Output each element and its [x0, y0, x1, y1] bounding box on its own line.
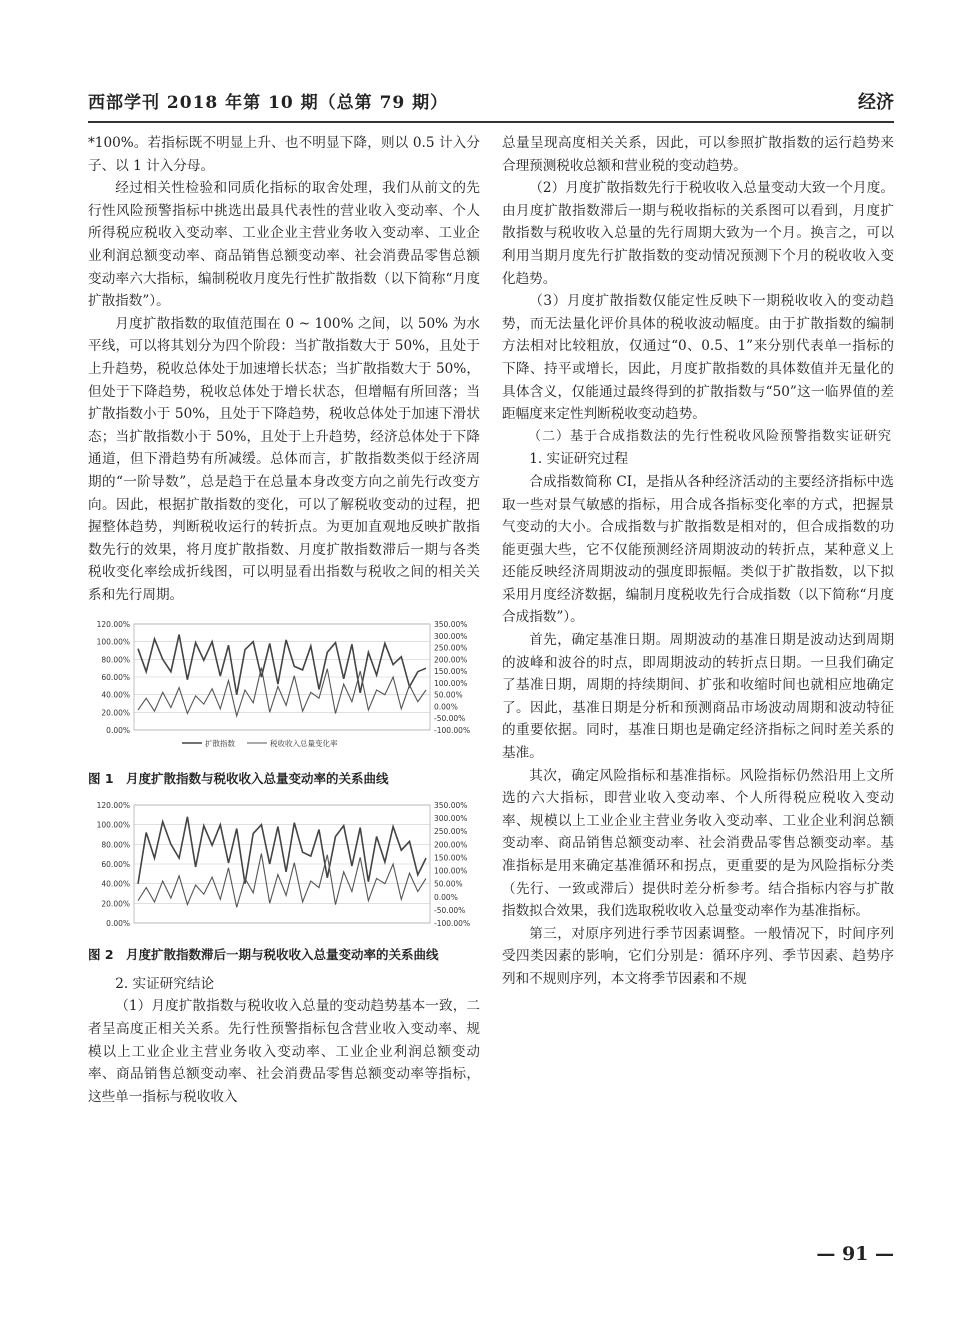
paragraph: （3）月度扩散指数仅能定性反映下一期税收收入的变动趋势，而无法量化评价具体的税收波动幅度。由于扩散指数的编制方法相对比较粗放，仅通过“0、0.5、1”来分别代表单一指标的下降、持平或增长，因此，月度扩散指数的具体数值并无量化的具体含义，仅能通过最终得到的扩散指数与“50”这一临界值的差距幅度来定性判断税收变动趋势。 [502, 293, 894, 423]
y-right-tick-label: 350.00% [434, 620, 468, 630]
y-left-tick-label: 100.00% [96, 638, 130, 648]
figure-1-chart [88, 616, 480, 756]
paragraph: （1）月度扩散指数与税收收入总量的变动趋势基本一致，二者呈高度正相关关系。先行性预警指标包含营业收入变动率、规模以上工业企业主营业务收入变动率、工业企业利润总额变动率、商品销售总额变动率、社会消费品零售总额变动率等指标，这些单一指标与税收收入 [88, 998, 480, 1105]
y-left-tick-label: 80.00% [101, 839, 130, 849]
y-left-tick-label: 120.00% [96, 800, 130, 810]
series-line-1 [138, 635, 426, 695]
y-right-tick-label: 0.00% [434, 892, 458, 902]
y-right-tick-label: 100.00% [434, 866, 468, 876]
subsection-heading: 2. 实证研究结论 [115, 975, 215, 992]
paragraph: 首先，确定基准日期。周期波动的基准日期是波动达到周期的波峰和波谷的时点，即周期波动的转折点日期。一旦我们确定了基准日期，周期的持续期间、扩张和收缩时间也就相应地确定了。因此，基准日期是分析和预测商品市场波动周期和波动特征的重要依据。同时，基准日期也是确定经济指标之间时差关系的基准。 [502, 632, 894, 762]
y-left-tick-label: 20.00% [101, 708, 130, 718]
paragraph: 其次，确定风险指标和基准指标。风险指标仍然沿用上文所选的六大指标，即营业收入变动率、个人所得税应税收入变动率、规模以上工业企业主营业务收入变动率、工业企业利润总额变动率、商品销售总额变动率、社会消费品零售总额变动率。基准指标是用来确定基准循环和拐点，更重要的是为风险指标分类（先行、一致或滞后）提供时差分析参考。结合指标内容与扩散指数拟合效果，我们选取税收收入总量变动率作为基准指标。 [502, 767, 894, 920]
y-right-tick-label: 200.00% [434, 655, 468, 665]
figure-1 [88, 616, 480, 790]
y-right-tick-label: 0.00% [434, 702, 458, 712]
paragraph: 第三，对原序列进行季节因素调整。一般情况下，时间序列受四类因素的影响，它们分别是：循环序列、季节因素、趋势序列和不规则序列，本文将季节因素和不规 [502, 925, 894, 987]
subsection-heading: 1. 实证研究过程 [529, 451, 629, 468]
y-right-tick-label: -50.00% [434, 714, 466, 724]
figure-2-chart [88, 797, 480, 933]
paragraph: 总量呈现高度相关关系，因此，可以参照扩散指数的运行趋势来合理预测税收总额和营业税的变动趋势。 [502, 135, 894, 174]
y-right-tick-label: 50.00% [434, 879, 463, 889]
y-left-tick-label: 40.00% [101, 691, 130, 701]
y-left-tick-label: 60.00% [101, 673, 130, 683]
section-tag: 经济 [858, 92, 894, 113]
running-header [88, 88, 894, 118]
paragraph: 经过相关性检验和同质化指标的取舍处理，我们从前文的先行性风险预警指标中挑选出最具代表性的营业收入变动率、个人所得税应税收入变动率、工业企业主营业务收入变动率、工业企业利润总额变动率、商品销售总额变动率、社会消费品零售总额变动率六大指标，编制税收月度先行性扩散指数（以下简称“月度扩散指数”）。 [88, 180, 480, 310]
figure-2-caption: 图 2 月度扩散指数滞后一期与税收收入总量变动率的关系曲线 [88, 947, 439, 963]
y-left-tick-label: 60.00% [101, 859, 130, 869]
paragraph: （2）月度扩散指数先行于税收收入总量变动大致一个月度。由月度扩散指数滞后一期与税收指标的关系图可以看到，月度扩散指数与税收收入总量的先行周期大致为一个月。换言之，可以利用当期月度先行扩散指数的变动情况预测下个月的税收收入变化趋势。 [502, 180, 894, 287]
header-rule [88, 121, 894, 123]
y-right-tick-label: 50.00% [434, 691, 463, 701]
y-left-tick-label: 0.00% [106, 918, 130, 928]
y-left-tick-label: 120.00% [96, 620, 130, 630]
y-right-tick-label: 200.00% [434, 839, 468, 849]
y-left-tick-label: 20.00% [101, 898, 130, 908]
y-left-tick-label: 40.00% [101, 879, 130, 889]
y-right-tick-label: -100.00% [434, 726, 471, 736]
paragraph: 合成指数简称 CI，是指从各种经济活动的主要经济指标中选取一些对景气敏感的指标，用合成各指标变化率的方式，把握景气变动的大小。合成指数与扩散指数是相对的，但合成指数的功能更强大些，它不仅能预测经济周期波动的转折点，某种意义上还能反映经济周期波动的强度即振幅。类似于扩散指数，以下拟采用月度经济数据，编制月度税收先行合成指数（以下简称“月度合成指数”）。 [502, 473, 894, 626]
paragraph: 月度扩散指数的取值范围在 0 ~ 100% 之间，以 50% 为水平线，可以将其划分为四个阶段：当扩散指数大于 50%，且处于上升趋势，税收总体处于加速增长状态；当扩散指数大于 50%，但处于下降趋势，税收总体处于增长状态，但增幅有所回落；当扩散指数小于 50%，且处于下降趋势，税收总体处于加速下滑状态；当扩散指数小于 50%，且处于上升趋势，经济总体处于下降通道，但下滑趋势有所减缓。总体而言，扩散指数类似于经济周期的“一阶导数”，总是趋于在总量本身改变方向之前先行改变方向。因此，根据扩散指数的变化，可以了解税收变动的过程，把握整体趋势，判断税收运行的转折点。为更加直观地反映扩散指数先行的效果，将月度扩散指数、月度扩散指数滞后一期与各类税收变化率绘成折线图，可以明显看出指数与税收之间的相关关系和先行周期。 [88, 315, 480, 603]
y-left-tick-label: 80.00% [101, 655, 130, 665]
paragraph: *100%。若指标既不明显上升、也不明显下降，则以 0.5 计入分子、以 1 计入分母。 [88, 135, 480, 174]
y-right-tick-label: 100.00% [434, 679, 468, 689]
figure-2 [88, 797, 480, 967]
legend-label-1: 扩散指数 [205, 739, 235, 749]
y-left-tick-label: 0.00% [106, 726, 130, 736]
left-column [88, 132, 480, 1108]
page-number: — 91 — [816, 1243, 894, 1265]
figure-1-caption: 图 1 月度扩散指数与税收收入总量变动率的关系曲线 [88, 771, 389, 787]
series-line-2 [138, 853, 426, 907]
y-right-tick-label: 150.00% [434, 667, 468, 677]
y-right-tick-label: 300.00% [434, 632, 468, 642]
y-right-tick-label: 250.00% [434, 644, 468, 654]
legend-label-2: 税收收入总量变化率 [270, 739, 338, 749]
y-right-tick-label: 300.00% [434, 813, 468, 823]
y-right-tick-label: 350.00% [434, 800, 468, 810]
y-right-tick-label: -100.00% [434, 918, 471, 928]
series-line-1 [138, 816, 426, 883]
y-right-tick-label: 150.00% [434, 853, 468, 863]
series-line-2 [138, 668, 426, 716]
y-right-tick-label: -50.00% [434, 905, 466, 915]
right-column [502, 132, 894, 991]
y-left-tick-label: 100.00% [96, 820, 130, 830]
journal-title: 西部学刊 2018 年第 10 期（总第 79 期） [88, 93, 449, 113]
y-right-tick-label: 250.00% [434, 826, 468, 836]
section-heading: （二）基于合成指数法的先行性税收风险预警指数实证研究 [528, 428, 893, 444]
